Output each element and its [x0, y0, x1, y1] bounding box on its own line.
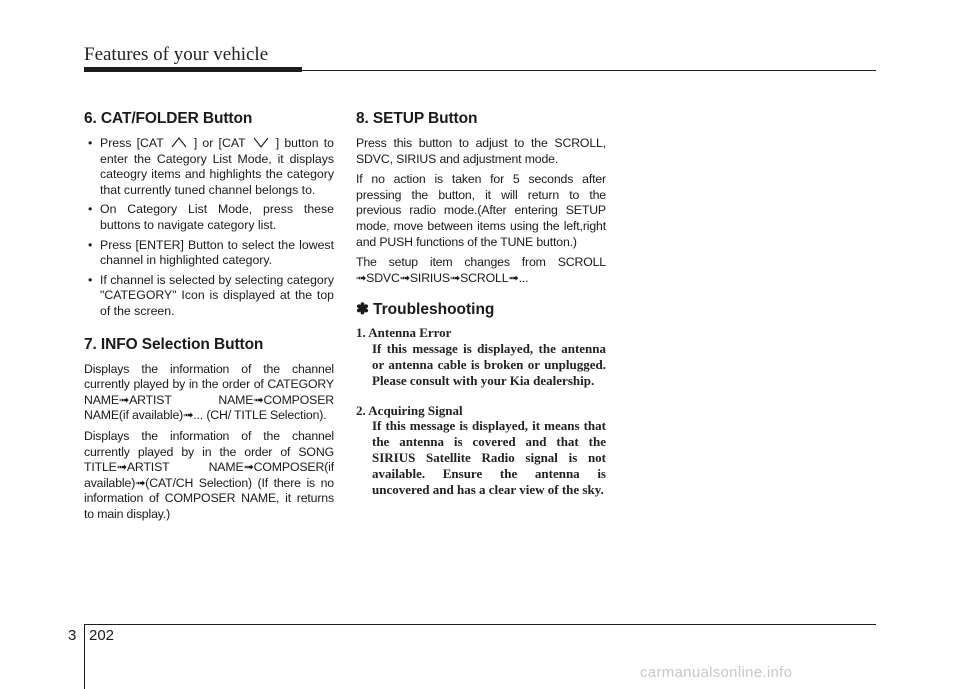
- cat-folder-heading: 6. CAT/FOLDER Button: [84, 110, 253, 127]
- header-bar: [84, 67, 302, 72]
- right-column: [356, 110, 606, 511]
- setup-heading: 8. SETUP Button: [356, 110, 478, 127]
- bullet-text: On Category List Mode, press these buttons to navigate category list.: [100, 202, 334, 232]
- troubleshooting-label: Troubleshooting: [373, 300, 495, 318]
- bullet-icon: •: [88, 237, 93, 252]
- bullet-icon: •: [88, 202, 93, 217]
- setup-paragraph-1: Press this button to adjust to the SCROLL, SDVC, SIRIUS and adjustment mode.: [356, 136, 606, 166]
- troubleshooting-heading: [356, 300, 606, 319]
- list-item: [356, 325, 606, 388]
- list-item: [84, 136, 334, 198]
- list-item: [84, 273, 334, 320]
- bullet-icon: •: [88, 272, 93, 287]
- info-heading: 7. INFO Selection Button: [84, 335, 264, 353]
- header-rule: [302, 70, 876, 71]
- left-column: [84, 110, 334, 527]
- bullet-text: If channel is selected by selecting category "CATEGORY" Icon is displayed at the top of the screen.: [100, 272, 334, 318]
- bullet-text: Press [ENTER] Button to select the lowest channel in highlighted category.: [100, 237, 334, 268]
- info-paragraph-2: Displays the information of the channel currently played by in the order of SONG TITLE➟ARTIST NAME➟COMPOSER(if available)➟(CAT/CH Selection) (If there is no information of COMPOSER NAME, it returns to main display.): [84, 428, 334, 521]
- bullet-text-pre: Press [CAT: [100, 136, 169, 150]
- chevron-up-icon: [171, 137, 187, 148]
- troubleshooting-item-body: If this message is displayed, the antenna or antenna cable is broken or unplugged. Please consult with your Kia dealership.: [372, 341, 606, 388]
- bullet-text-mid: ] or [CAT: [188, 136, 251, 150]
- troubleshooting-item-title: 1. Antenna Error: [356, 325, 452, 341]
- cat-folder-list: [84, 136, 334, 320]
- setup-paragraph-2: If no action is taken for 5 seconds after pressing the button, it will return to the previous radio mode.(After entering SETUP mode, move between items using the left,right and PUSH functions of the TUNE button.): [356, 172, 606, 249]
- bullet-text-post: ] button to enter the Category List Mode, it displays cateogry items and highlights the category that currently tuned channel belongs to.: [100, 136, 334, 197]
- chevron-down-icon: [253, 137, 269, 148]
- footer-divider: [84, 624, 85, 689]
- bullet-icon: •: [88, 136, 93, 150]
- list-item: [84, 238, 334, 269]
- list-item: [356, 403, 606, 498]
- setup-paragraph-3: The setup item changes from SCROLL ➟SDVC➟SIRIUS➟SCROLL➟...: [356, 255, 606, 285]
- chapter-number: 3: [68, 627, 77, 644]
- list-item: [84, 202, 334, 233]
- info-paragraph-1: Displays the information of the channel currently played by in the order of CATEGORY NAME➟ARTIST NAME➟COMPOSER NAME(if available)➟... (CH/ TITLE Selection).: [84, 361, 334, 423]
- page-header-title: Features of your vehicle: [84, 44, 269, 65]
- watermark-text: carmanualsonline.info: [640, 664, 793, 681]
- asterisk-icon: ✽: [356, 301, 369, 319]
- troubleshooting-item-title: 2. Acquiring Signal: [356, 402, 463, 418]
- footer-rule: [84, 624, 876, 625]
- page-number: 202: [89, 627, 115, 644]
- troubleshooting-item-body: If this message is displayed, it means that the antenna is covered and that the SIRIUS Satellite Radio signal is not available. Ensure the antenna is uncovered and has a clear view of the sky.: [372, 418, 606, 497]
